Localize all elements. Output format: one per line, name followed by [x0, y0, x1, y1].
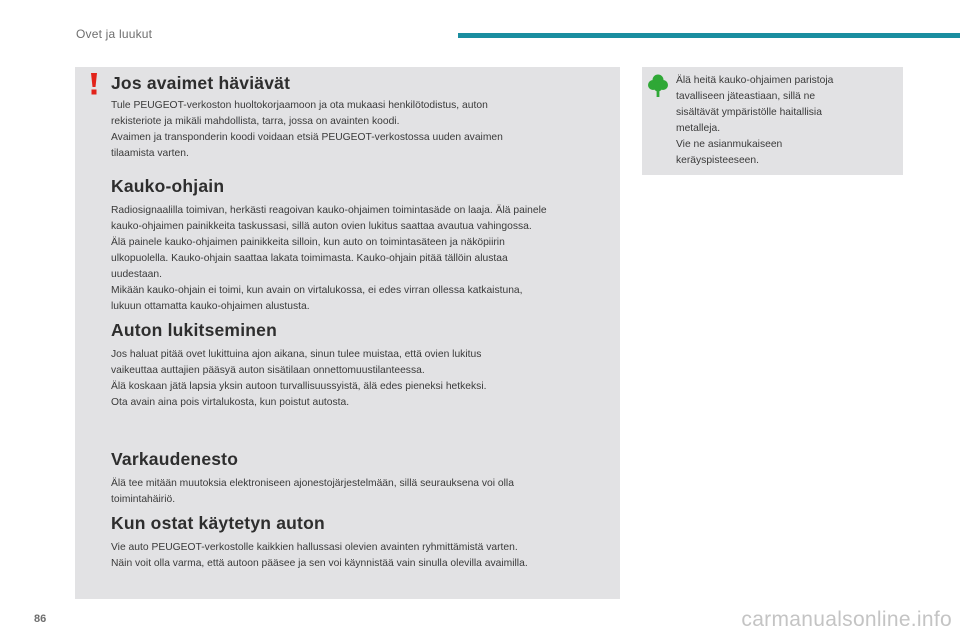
page-number: 86: [34, 613, 47, 625]
section-heading: Kun ostat käytetyn auton: [111, 513, 325, 533]
header-title: Ovet ja luukut: [76, 27, 153, 41]
environment-panel: [642, 67, 903, 175]
section-body: Jos haluat pitää ovet lukittuina ajon aikana, sinun tulee muistaa, että ovien lukitus vaikeuttaa auttajien pääsyä auton sisätilaan onnettomuustilanteessa. Älä koskaan jätä lapsia yksin autoon turvallisuussyistä, älä edes pieneksi hetkeksi. Ota avain aina pois virtalukosta, kun poistut autosta.: [111, 349, 487, 408]
section-body: Tule PEUGEOT-verkoston huoltokorjaamoon ja ota mukaasi henkilötodistus, auton rekisteriote ja mikäli mahdollista, tarra, jossa on avainten koodi. Avaimen ja transponderin koodi voidaan etsiä PEUGEOT-verkostossa uuden avaimen tilaamista varten.: [111, 100, 503, 159]
tree-icon: [648, 74, 668, 98]
section-heading: Kauko-ohjain: [111, 176, 225, 196]
warning-panel: [75, 67, 620, 599]
section-remote-control: [111, 176, 611, 315]
section-body: Vie auto PEUGEOT-verkostolle kaikkien hallussasi olevien avainten ryhmittämistä varten. Näin voit olla varma, että autoon pääsee ja sen voi käynnistää vain sinulla olevilla avaimilla.: [111, 542, 528, 569]
environment-note: Älä heitä kauko-ohjaimen paristoja tavalliseen jäteastiaan, sillä ne sisältävät ympäristölle haitallisia metalleja. Vie ne asianmukaiseen keräyspisteeseen.: [676, 75, 834, 166]
section-car-locking: [111, 320, 611, 411]
section-lost-keys: [111, 73, 611, 162]
section-body: Radiosignaalilla toimivan, herkästi reagoivan kauko-ohjaimen toimintasäde on laaja. Älä painele kauko-ohjaimen painikkeita taskussasi, sillä auton ovien lukitus saattaa avautua vahingossa. Älä painele kauko-ohjaimen painikkeita silloin, kun auto on toimintasäteen ja näköpiirin ulkopuolella. Kauko-ohjain saattaa lakata toimimasta. Kauko-ohjain pitää tällöin alustaa uudestaan. Mikään kauko-ohjain ei toimi, kun avain on virtalukossa, ei edes virran ollessa katkaistuna, lukuun ottamatta kauko-ohjaimen alustusta.: [111, 205, 547, 312]
section-used-car: [111, 513, 611, 572]
header-accent-bar: [458, 33, 960, 38]
exclamation-icon: [87, 73, 101, 95]
section-heading: Jos avaimet häviävät: [111, 73, 291, 93]
section-body: Älä tee mitään muutoksia elektroniseen ajonestojärjestelmään, sillä seurauksena voi olla toimintahäiriö.: [111, 478, 514, 505]
section-heading: Varkaudenesto: [111, 449, 239, 469]
watermark: carmanualsonline.info: [741, 608, 952, 631]
section-anti-theft: [111, 449, 611, 508]
section-heading: Auton lukitseminen: [111, 320, 277, 340]
